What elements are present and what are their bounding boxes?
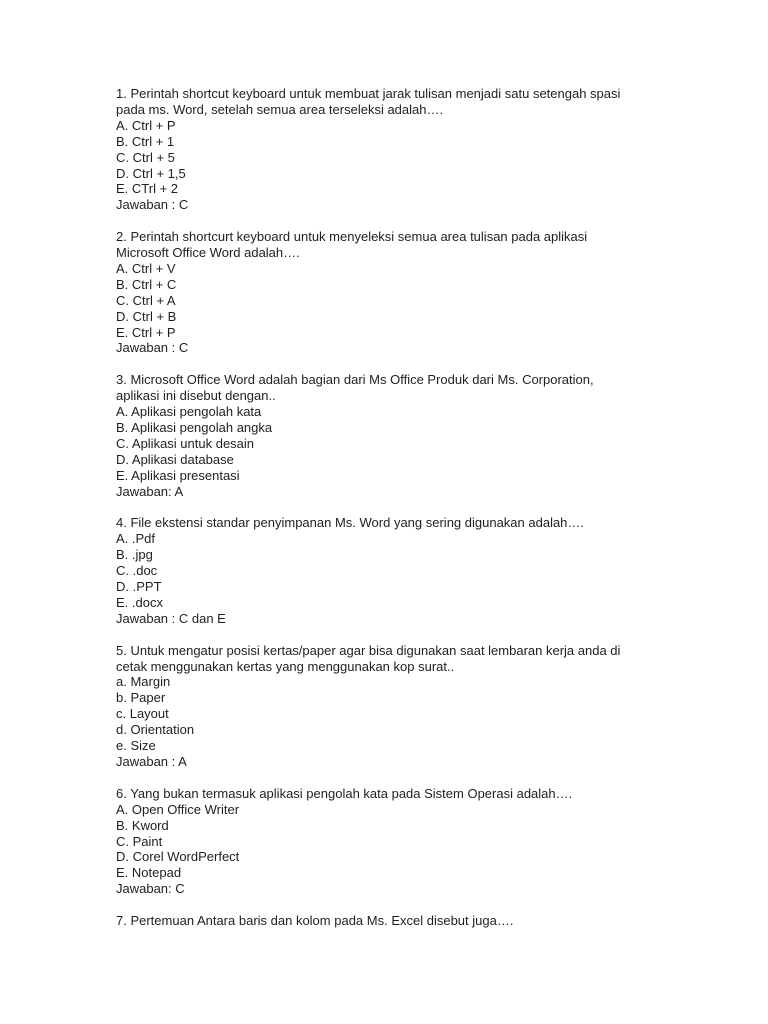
question-text: 1. Perintah shortcut keyboard untuk membuat jarak tulisan menjadi satu setengah spasi [116,86,621,101]
option-a: A. Open Office Writer [116,801,240,817]
option-b: B. Ctrl + C [116,276,177,292]
question-4 [116,515,736,626]
option-b: B. .jpg [116,547,153,563]
option-c: C. Paint [116,833,163,849]
option-e: E. Notepad [116,865,182,881]
option-a: A. Ctrl + P [116,117,176,133]
option-b: B. Kword [116,817,169,833]
option-b: b. Paper [116,690,166,706]
option-c: c. Layout [116,706,169,722]
option-d: d. Orientation [116,722,195,738]
question-text: 3. Microsoft Office Word adalah bagian dari Ms Office Produk dari Ms. Corporation, [116,372,594,388]
question-text: 6. Yang bukan termasuk aplikasi pengolah kata pada Sistem Operasi adalah…. [116,785,573,801]
option-a: a. Margin [116,674,171,690]
option-b: B. Aplikasi pengolah angka [116,420,273,435]
answer: Jawaban: C [116,881,185,897]
answer: Jawaban: A [116,483,184,499]
question-text: cetak menggunakan kertas yang menggunakan kop surat.. [116,658,455,674]
question-3 [116,372,736,499]
question-text: 5. Untuk mengatur posisi kertas/paper agar bisa digunakan saat lembaran kerja anda di [116,642,621,658]
answer: Jawaban : A [116,754,187,769]
option-d: D. .PPT [116,579,162,595]
option-e: E. Aplikasi presentasi [116,467,240,483]
question-5 [116,643,736,770]
option-e: E. Ctrl + P [116,324,176,340]
option-c: C. .doc [116,563,158,579]
option-d: D. Corel WordPerfect [116,849,240,865]
question-text: aplikasi ini disebut dengan.. [116,388,276,404]
answer: Jawaban : C [116,197,189,213]
document-page [116,86,736,945]
option-c: C. Ctrl + 5 [116,149,175,165]
option-d: D. Ctrl + 1,5 [116,165,186,181]
question-2 [116,229,736,356]
answer: Jawaban : C [116,340,189,356]
option-c: C. Aplikasi untuk desain [116,435,255,451]
option-d: D. Aplikasi database [116,451,234,467]
option-c: C. Ctrl + A [116,292,176,308]
option-e: E. CTrl + 2 [116,181,179,197]
answer: Jawaban : C dan E [116,610,226,626]
option-e: E. .docx [116,594,163,610]
question-1 [116,86,736,213]
option-b: B. Ctrl + 1 [116,133,175,149]
question-text: pada ms. Word, setelah semua area terseleksi adalah…. [116,101,444,117]
question-7 [116,913,736,929]
question-text: 7. Pertemuan Antara baris dan kolom pada Ms. Excel disebut juga…. [116,913,514,929]
question-text: Microsoft Office Word adalah…. [116,245,300,261]
option-a: A. .Pdf [116,531,156,547]
option-a: A. Aplikasi pengolah kata [116,404,262,420]
option-e: e. Size [116,738,156,754]
question-text: 4. File ekstensi standar penyimpanan Ms. Word yang sering digunakan adalah…. [116,515,585,531]
option-d: D. Ctrl + B [116,308,177,324]
option-a: A. Ctrl + V [116,260,176,276]
question-6 [116,786,736,897]
question-text: 2. Perintah shortcurt keyboard untuk menyeleksi semua area tulisan pada aplikasi [116,229,588,245]
